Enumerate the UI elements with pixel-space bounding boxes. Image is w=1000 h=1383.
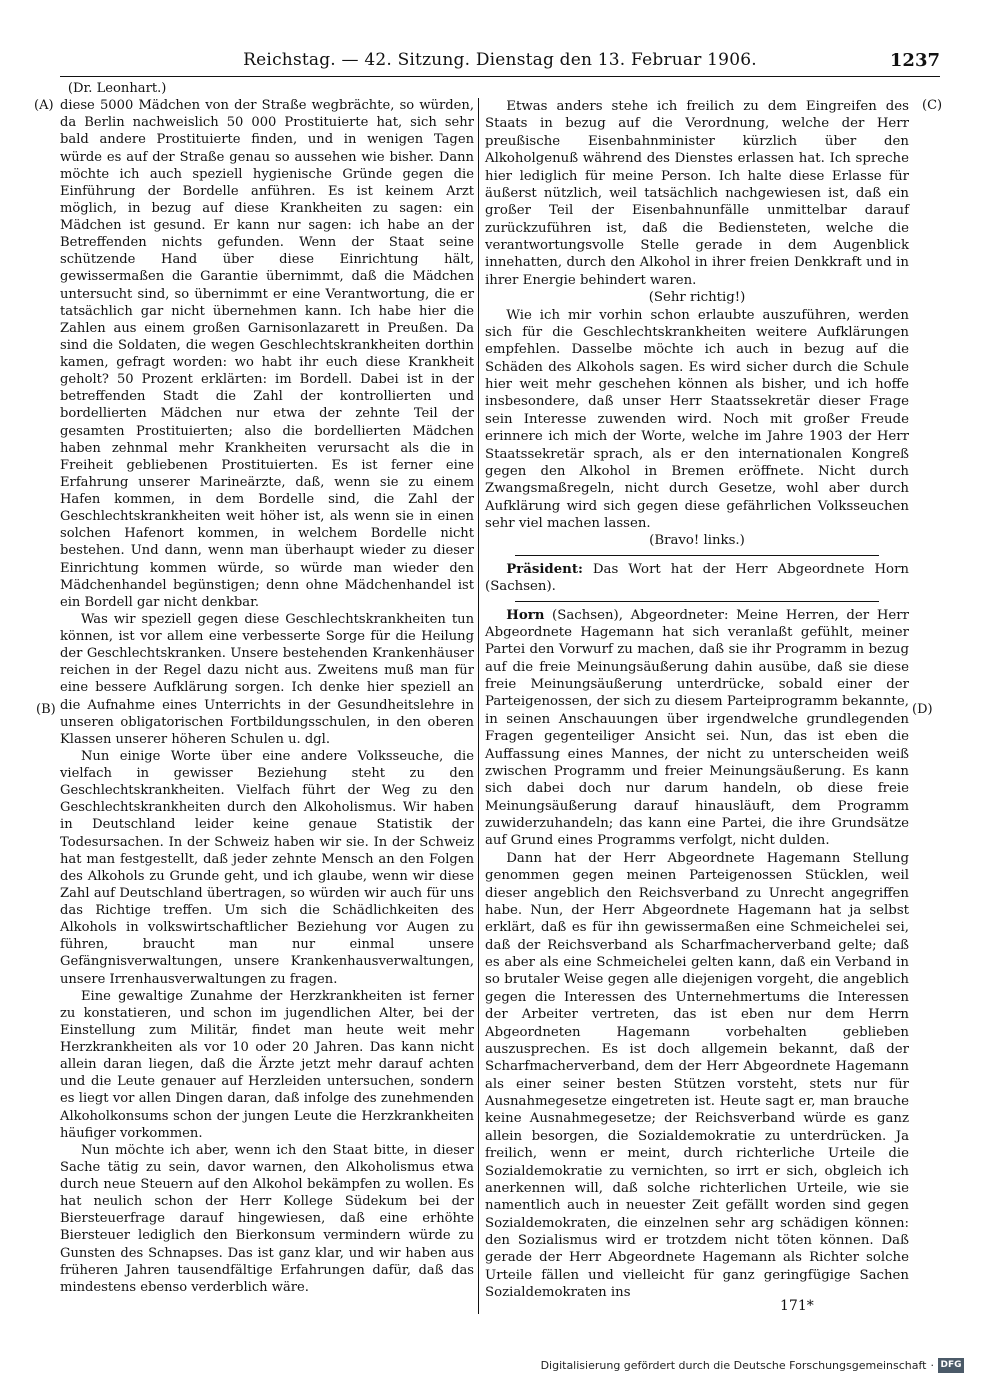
dfg-logo-icon: DFG	[938, 1358, 964, 1373]
digitization-footer	[541, 1358, 964, 1373]
speaker-reference: (Dr. Leonhart.)	[67, 81, 167, 96]
paragraph: Wie ich mir vorhin schon erlaubte auszuführen, werden sich für die Geschlechtskrankheiten weitere Aufklärungen empfehlen. Dasselbe möchte ich auch in bezug auf die Schäden des Alkohols sagen. Es wird sicher durch die Schule hier weit mehr geschehen können als bisher, und ich hoffe insbesondere, daß unser Herr Staatssekretär dieser Frage sein Interesse zuwenden wird. Noch mit großer Freude erinnere ich mich der Worte, welche im Jahre 1903 der Herr Staatssekretär sprach, als er den internationalen Kongreß gegen den Alkohol in Bremen eröffnete. Nicht durch Zwangsmaßregeln, nicht durch Gesetze, wohl aber durch Aufklärung wird sich gegen diese gefährlichen Volksseuchen sehr viel machen lassen.	[485, 307, 909, 531]
president-text: Das Wort hat der Herr Abgeordnete Horn (Sachsen).	[485, 561, 909, 595]
column-divider	[478, 98, 479, 1314]
paragraph: Nun einige Worte über eine andere Volksseuche, die vielfach in gewisser Beziehung steht zu den Geschlechtskrankheiten. Vielfach führt der Weg zu den Geschlechtskrankheiten durch den Alkoholismus. Wir haben in Deutschland leider keine genaue Statistik der Todesursachen. In der Schweiz haben wir sie. In der Schweiz hat man festgestellt, daß jeder zehnte Mensch an den Folgen des Alkohols zu Grunde geht, und ich glaube, wenn wir diese Zahl auf Deutschland übertragen, so würden wir auch für uns das Richtige treffen. Um sich die Schädlichkeiten des Alkohols in volkswirtschaftlicher Beziehung vor Augen zu führen, braucht man nur einmal unsere Gefängnisverwaltungen, unsere Krankenhausverwaltungen, unsere Irrenhausverwaltungen zu fragen.	[60, 748, 474, 987]
margin-mark-c: (C)	[922, 98, 943, 113]
digitization-text: Digitalisierung gefördert durch die Deutsche Forschungsgemeinschaft	[540, 1359, 927, 1372]
page-number: 1237	[889, 50, 940, 71]
page-header	[60, 46, 940, 77]
paragraph: Eine gewaltige Zunahme der Herzkrankheiten ist ferner zu konstatieren, und schon im jugendlichen Alter, bei der Einstellung zum Militär, findet man heute weit mehr Herzkrankheiten als vor 10 oder 20 Jahren. Das kann nicht allein daran liegen, daß die Ärzte jetzt mehr darauf achten und die Leute genauer auf Herzleiden untersuchen, sondern es liegt vor allen Dingen daran, daß infolge des zunehmenden Alkoholkonsums schon der jungen Leute die Herzkrankheiten häufiger vorkommen.	[60, 988, 474, 1141]
left-column	[60, 80, 474, 1296]
margin-mark-b: (B)	[36, 702, 56, 717]
separator-dot: ·	[930, 1359, 934, 1372]
section-separator	[515, 555, 879, 556]
paragraph: Was wir speziell gegen diese Geschlechtskrankheiten tun können, ist vor allem eine verbesserte Sorge für die Heilung der Geschlechtskranken. Unsere bestehenden Krankenhäuser reichen in der Regel dazu nicht aus. Zweitens muß man für eine bessere Aufklärung sorgen. Ich denke hier speziell an die Aufnahme eines Unterrichts in der Gesundheitslehre in unseren obligatorischen Fortbildungsschulen, in den oberen Klassen unserer höheren Schulen u. dgl.	[60, 611, 474, 747]
horn-paragraph	[485, 607, 909, 850]
section-separator	[515, 601, 879, 602]
horn-text: (Sachsen), Abgeordneter: Meine Herren, der Herr Abgeordnete Hagemann hat sich veranlaßt gefühlt, meiner Partei den Vorwurf zu machen, daß sie ihr Programm in bezug auf die freie Meinungsäußerung dahin ausübe, daß sie diese freie Meinungsäußerung unterdrücke, sobald einer der Parteigenossen, der sich zu diesem Parteiprogramm bekannte, in seinen Anschauungen über irgendwelche grundlegenden Fragen gegenteiliger Ansicht sei. Nun, das ist eben die Auffassung eines Mannes, der nicht zu unterscheiden weiß zwischen Programm und freier Meinungsäußerung. Es kann sich dabei doch nur darum handeln, ob diese freie Meinungsäußerung darauf hinausläuft, dem Programm zuwiderzuhandeln; das kann eine Partei, die ihre Grundsätze auf Grund eines Programms verfolgt, nicht dulden.	[485, 607, 909, 849]
speaker-president: Präsident:	[506, 561, 583, 577]
margin-mark-d: (D)	[912, 702, 933, 717]
interjection: (Sehr richtig!)	[648, 290, 746, 306]
page-header-title: Reichstag. — 42. Sitzung. Dienstag den 13. Februar 1906.	[243, 50, 757, 70]
margin-mark-a: (A)	[34, 98, 54, 113]
president-paragraph	[485, 561, 909, 596]
interjection: (Bravo! links.)	[649, 533, 745, 549]
paragraph: Nun möchte ich aber, wenn ich den Staat bitte, in dieser Sache tätig zu sein, davor warnen, den Alkoholismus etwa durch neue Steuern auf den Alkohol bekämpfen zu wollen. Es hat neulich schon der Herr Kollege Südekum bei der Biersteuerfrage darauf hingewiesen, daß eine erhöhte Biersteuer lediglich den Bierkonsum vermindern würde zu Gunsten des Schnapses. Das ist ganz klar, und wir haben aus früheren Jahren tausendfältige Erfahrungen dafür, daß das mindestens ebenso verderblich wäre.	[60, 1142, 474, 1295]
sheet-signature: 171*	[780, 1298, 814, 1314]
paragraph: diese 5000 Mädchen von der Straße wegbrächte, so würden, da Berlin nachweislich 50 000 Prostituierte hat, sich sehr bald andere Prostituierte finden, und in wenigen Tagen würde es auf der Straße genau so aussehen wie bisher. Dann möchte ich auch speziell hygienische Gründe gegen die Einführung der Bordelle anführen. Es ist keinem Arzt möglich, in bezug auf diese Krankheiten zu sagen: ein Mädchen ist gesund. Er kann nur sagen: ich habe an der Betreffenden nichts gefunden. Wenn der Staat seine schützende Hand über diese Einrichtung hält, gewissermaßen die Garantie übernimmt, daß die Mädchen untersucht sind, so übernimmt er eine Verantwortung, die er tatsächlich gar nicht übernehmen kann. Ich habe hier die Zahlen aus einem großen Garnisonlazarett in Preußen. Da sind die Soldaten, die wegen Geschlechtskrankheiten dorthin kamen, gefragt worden: wo habt ihr euch diese Krankheit geholt? 50 Prozent erklärten: im Bordell. Dabei ist in der betreffenden Stadt die Zahl der kontrollierten und bordellierten Mädchen nur etwa der zehnte Teil der gesamten Prostituierten; also die bordellierten Mädchen haben zehnmal mehr Krankheiten verursacht als die in Freiheit gebliebenen Prostituierten. Es ist ferner eine Erfahrung unserer Marineärzte, daß, wenn sie zu einem Hafen kommen, in dem Bordelle sind, die Zahl der Geschlechtskrankheiten weit höher ist, als wenn sie in einen solchen Hafenort kommen, in welchem Bordelle nicht bestehen. Und dann, wenn man überhaupt wieder zu dieser Einrichtung kommen würde, so würde man wieder den Mädchenhandel begünstigen; denn ohne Mädchenhandel ist ein Bordell gar nicht denkbar.	[60, 98, 474, 610]
speaker-horn: Horn	[506, 607, 545, 623]
paragraph: Dann hat der Herr Abgeordnete Hagemann Stellung genommen gegen meinen Parteigenossen Stücklen, weil dieser angeblich den Reichsverband zu Unrecht angegriffen habe. Nun, der Herr Abgeordnete Hagemann hat ja selbst erklärt, daß es für ihn gewissermaßen eine Schmeichelei sei, daß der Reichsverband als Scharfmacherverband gelte; daß es aber als eine Schmeichelei gelten kann, daß ein Verband in so brutaler Weise gegen alle diejenigen vorgeht, die angeblich gegen die Interessen des Unternehmertums die Interessen der Arbeiter vertreten, das ist eben nur dem Herrn Abgeordneten Hagemann vorbehalten geblieben auszusprechen. Es ist doch allgemein bekannt, daß der Scharfmacherverband, dem der Herr Abgeordnete Hagemann als einer seiner besten Stützen vorsteht, stets nur für Ausnahmegesetze eingetreten ist. Heute sagt er, man brauche keine Ausnahmegesetze; der Reichsverband würde es ganz allein besorgen, die Sozialdemokratie zu unterdrücken. Ja freilich, wenn er meint, durch richterliche Urteile die Sozialdemokratie zu vernichten, so irrt er sich, obgleich ich anerkennen will, daß solche richterlichen Urteile, wie sie namentlich auch in neuester Zeit gefällt worden sind gegen Sozialdemokraten, die einzelnen sehr arg schädigen können: den Sozialismus wird er trotzdem nicht töten können. Daß gerade der Herr Abgeordnete Hagemann als Richter solche Urteile fällen und vielleicht für ganz geringfügige Sachen Sozialdemokraten ins	[485, 850, 909, 1301]
paragraph: Etwas anders stehe ich freilich zu dem Eingreifen des Staats in bezug auf die Verordnung, welche der Herr preußische Eisenbahnminister kürzlich über den Alkoholgenuß während des Dienstes erlassen hat. Ich spreche hier lediglich für meine Person. Ich halte diese Erlasse für äußerst nützlich, weil tatsächlich nachgewiesen ist, daß ein großer Teil der Eisenbahnunfälle unmittelbar darauf zurückzuführen ist, daß die Bediensteten, welche die verantwortungsvolle Stelle gerade in dem Augenblick innehatten, durch den Alkohol in ihrer freien Denkkraft und in ihrer Energie behindert waren.	[485, 99, 909, 288]
right-column	[485, 98, 909, 1302]
